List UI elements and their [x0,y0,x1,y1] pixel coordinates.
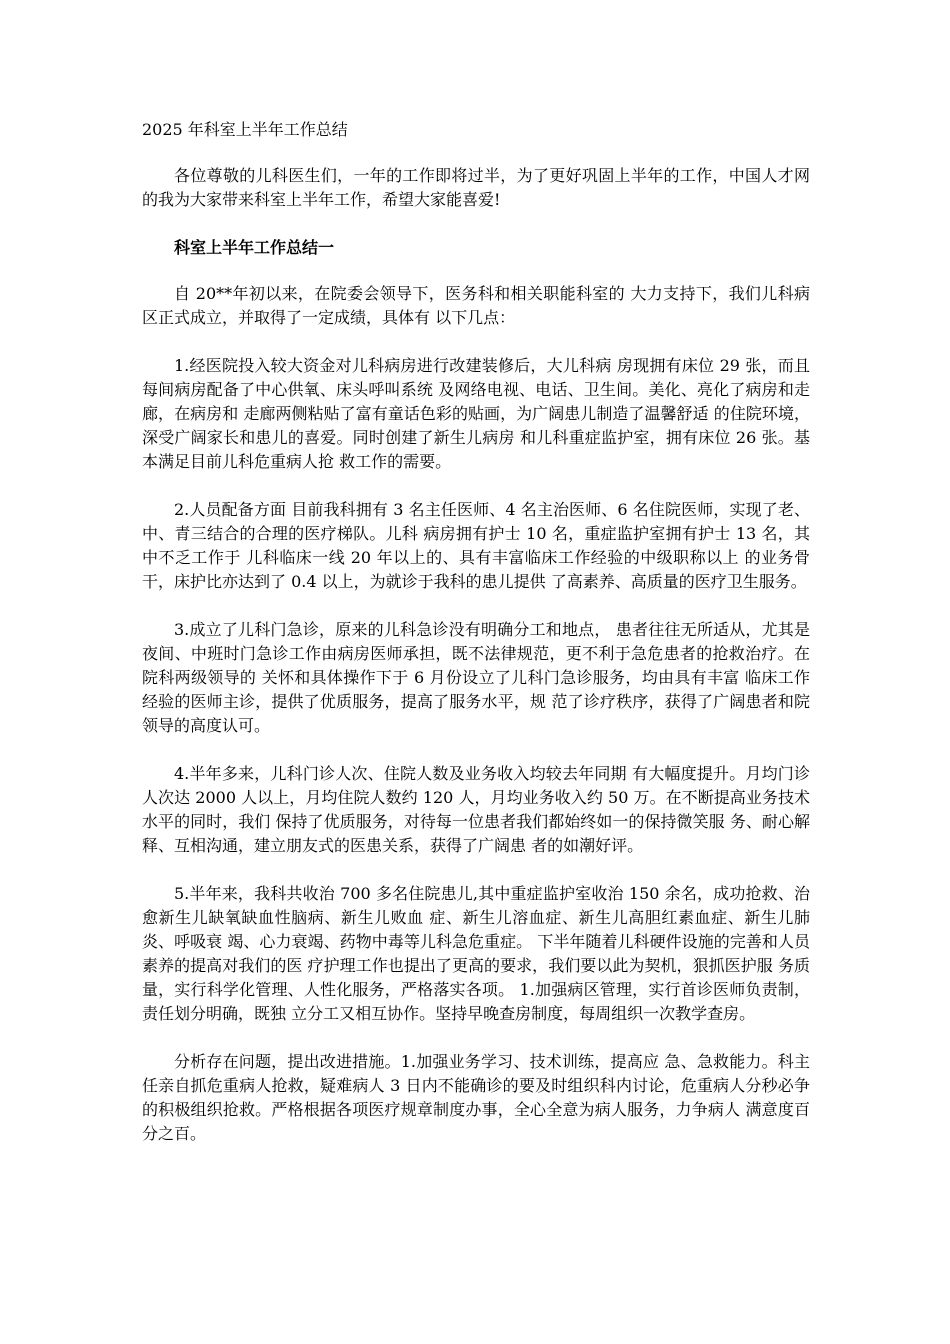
body-paragraph: 分析存在问题，提出改进措施。1.加强业务学习、技术训练，提高应 急、急救能力。科主任亲自抓危重病人抢救，疑难病人 3 日内不能确诊的要及时组织科内讨论，危重病人分秒必争的积极组织抢救。严格根据各项医疗规章制度办事，全心全意为病人服务，力争病人 满意度百分之百。 [142,1052,810,1143]
body-paragraph: 4.半年多来，儿科门诊人次、住院人数及业务收入均较去年同期 有大幅度提升。月均门诊人次达 2000 人以上，月均住院人数约 120 人，月均业务收入约 50 万。在不断提高业务技术水平的同时，我们 保持了优质服务，对待每一位患者我们都始终如一的保持微笑服 务、耐心解释、互相沟通，建立朋友式的医患关系，获得了广阔患 者的如潮好评。 [142,764,810,855]
section-heading: 科室上半年工作总结一 [174,238,335,257]
body-paragraph: 1.经医院投入较大资金对儿科病房进行改建装修后，大儿科病 房现拥有床位 29 张，而且每间病房配备了中心供氧、床头呼叫系统 及网络电视、电话、卫生间。美化、亮化了病房和走廊，在病房和 走廊两侧粘贴了富有童话色彩的贴画，为广阔患儿制造了温馨舒适 的住院环境，深受广阔家长和患儿的喜爱。同时创建了新生儿病房 和儿科重症监护室，拥有床位 26 张。基本满足目前儿科危重病人抢 救工作的需要。 [142,356,810,471]
document-title: 2025 年科室上半年工作总结 [142,120,348,139]
body-paragraph: 5.半年来，我科共收治 700 多名住院患儿,其中重症监护室收治 150 余名，成功抢救、治愈新生儿缺氧缺血性脑病、新生儿败血 症、新生儿溶血症、新生儿高胆红素血症、新生儿肺炎、呼吸衰 竭、心力衰竭、药物中毒等儿科急危重症。 下半年随着儿科硬件设施的完善和人员素养的提高对我们的医 疗护理工作也提出了更高的要求，我们要以此为契机，狠抓医护服 务质量，实行科学化管理、人性化服务，严格落实各项。 1.加强病区管理，实行首诊医师负责制，责任划分明确，既独 立分工又相互协作。坚持早晚查房制度，每周组织一次教学查房。 [142,884,810,1023]
intro-paragraph: 各位尊敬的儿科医生们，一年的工作即将过半，为了更好巩固上半年的工作，中国人才网的我为大家带来科室上半年工作，希望大家能喜爱! [142,166,810,209]
body-paragraph: 2.人员配备方面 目前我科拥有 3 名主任医师、4 名主治医师、6 名住院医师，实现了老、中、青三结合的合理的医疗梯队。儿科 病房拥有护士 10 名，重症监护室拥有护士 13 名，其中不乏工作于 儿科临床一线 20 年以上的、具有丰富临床工作经验的中级职称以上 的业务骨干，床护比亦达到了 0.4 以上，为就诊于我科的患儿提供 了高素养、高质量的医疗卫生服务。 [142,500,810,591]
body-paragraph: 自 20**年初以来，在院委会领导下，医务科和相关职能科室的 大力支持下，我们儿科病区正式成立，并取得了一定成绩，具体有 以下几点： [142,284,810,327]
body-paragraph: 3.成立了儿科门急诊，原来的儿科急诊没有明确分工和地点， 患者往往无所适从，尤其是夜间、中班时门急诊工作由病房医师承担，既不法律规范，更不利于急危患者的抢救治疗。在院科两级领导的 关怀和具体操作下于 6 月份设立了儿科门急诊服务，均由具有丰富 临床工作经验的医师主诊，提供了优质服务，提高了服务水平，规 范了诊疗秩序，获得了广阔患者和院领导的高度认可。 [142,620,810,735]
document-body [142,118,810,1170]
